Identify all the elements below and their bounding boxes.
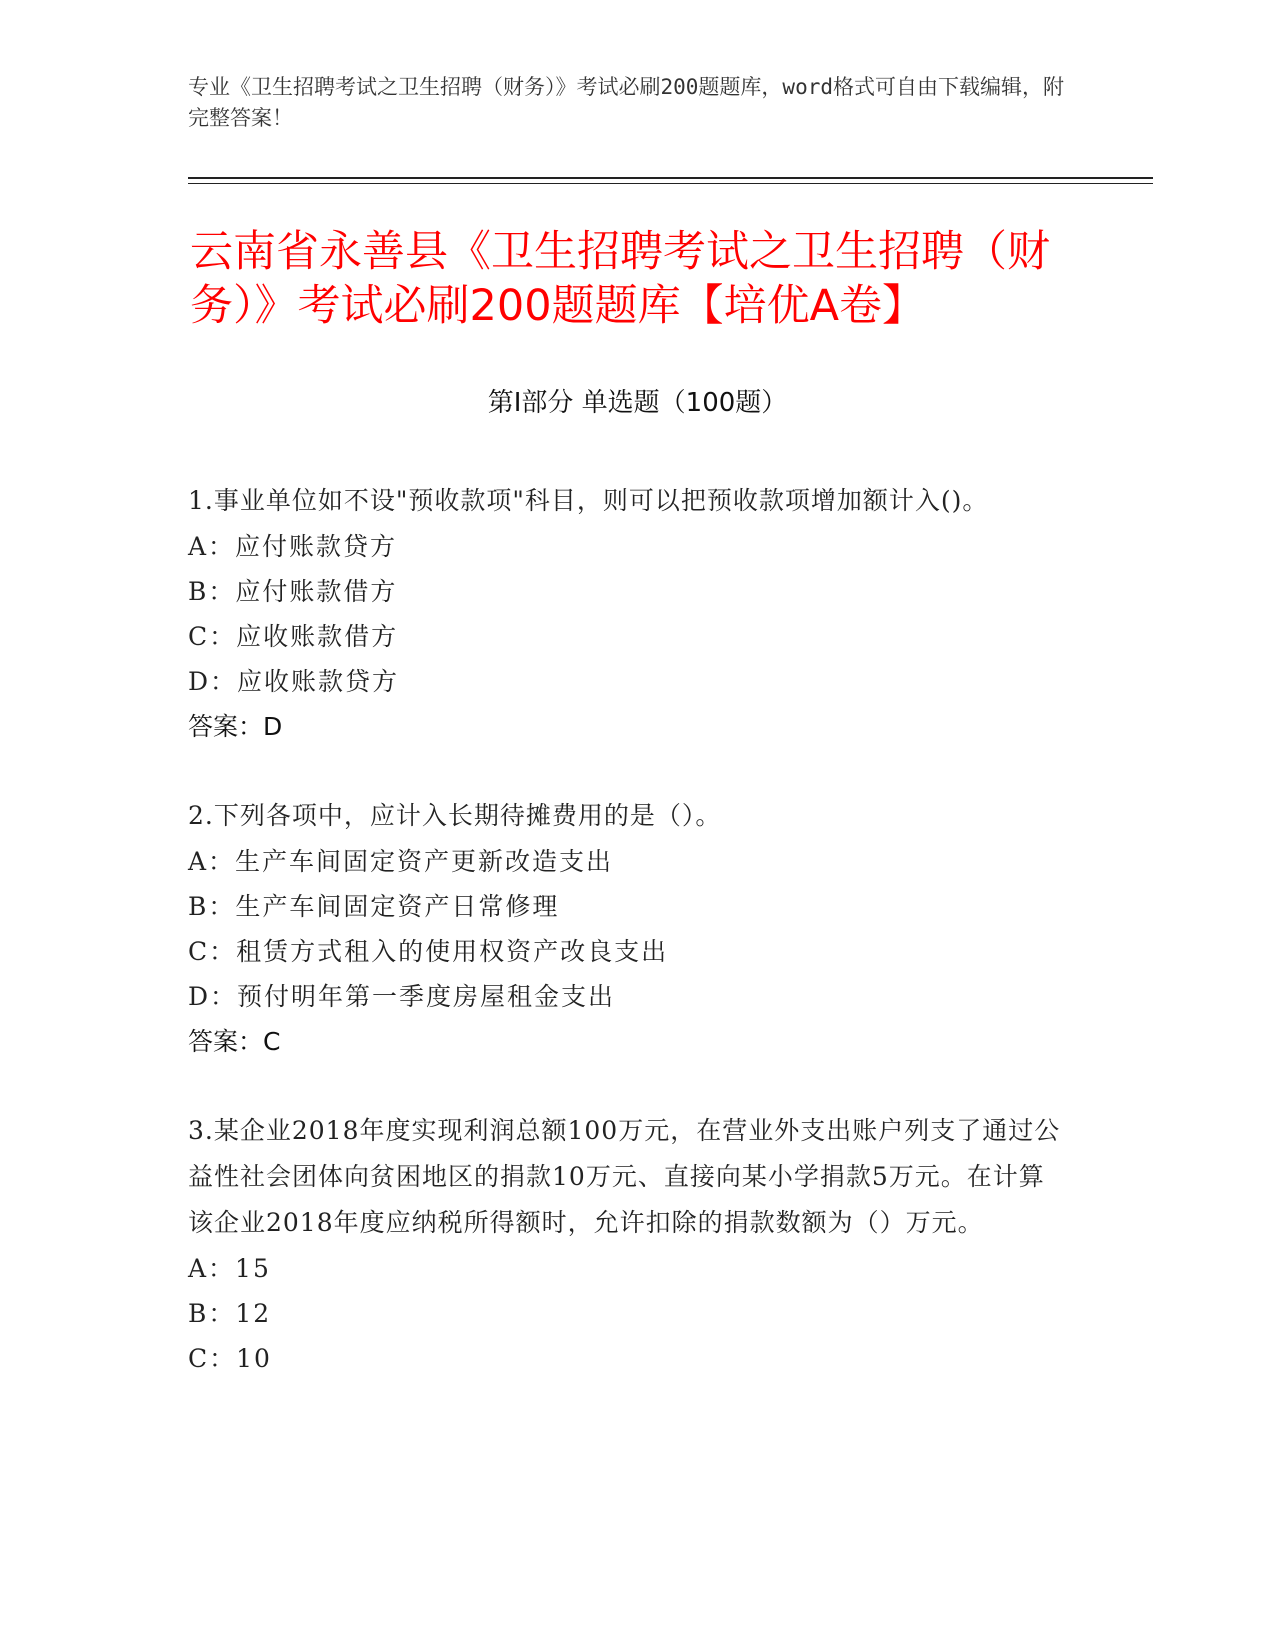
option-b: B：应付账款借方	[188, 577, 398, 606]
option-b: B：12	[188, 1299, 272, 1328]
question-2	[188, 793, 1068, 1065]
section-title: 第Ⅰ部分 单选题（100题）	[487, 388, 788, 418]
question-stem: 2.下列各项中，应计入长期待摊费用的是（）。	[188, 801, 722, 830]
question-stem: 1.事业单位如不设"预收款项"科目，则可以把预收款项增加额计入()。	[188, 486, 989, 515]
option-d: D：应收账款贷方	[188, 667, 400, 696]
header-divider-thick	[188, 177, 1153, 179]
option-c: C：应收账款借方	[188, 622, 399, 651]
option-a: A：生产车间固定资产更新改造支出	[188, 847, 614, 876]
question-stem: 3.某企业2018年度实现利润总额100万元，在营业外支出账户列支了通过公益性社会团体向贫困地区的捐款10万元、直接向某小学捐款5万元。在计算该企业2018年度应纳税所得额时，允许扣除的捐款数额为（）万元。	[188, 1116, 1061, 1237]
question-list	[188, 478, 1068, 1424]
option-c: C：租赁方式租入的使用权资产改良支出	[188, 937, 669, 966]
option-a: A：15	[188, 1254, 271, 1283]
option-c: C：10	[188, 1344, 272, 1373]
option-a: A：应付账款贷方	[188, 532, 398, 561]
option-d: D：预付明年第一季度房屋租金支出	[188, 982, 616, 1011]
question-answer: 答案：D	[188, 712, 283, 741]
header-divider-thin	[188, 183, 1153, 184]
question-1	[188, 478, 1068, 750]
header-note: 专业《卫生招聘考试之卫生招聘（财务）》考试必刷200题题库，word格式可自由下载编辑，附完整答案！	[188, 75, 1064, 130]
question-answer: 答案：C	[188, 1027, 281, 1056]
option-b: B：生产车间固定资产日常修理	[188, 892, 560, 921]
document-title: 云南省永善县《卫生招聘考试之卫生招聘（财务）》考试必刷200题题库【培优A卷】	[190, 227, 1050, 331]
question-3	[188, 1108, 1068, 1381]
